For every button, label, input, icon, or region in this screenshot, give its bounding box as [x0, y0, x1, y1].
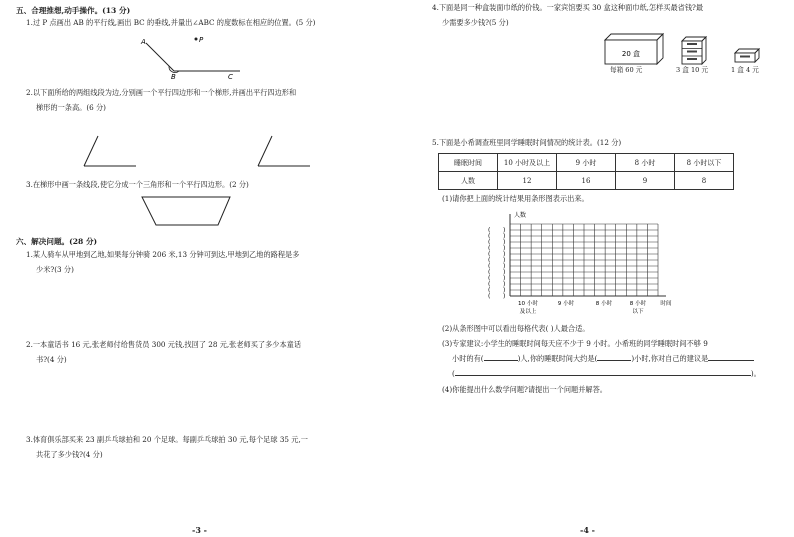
table-cell: 8 小时: [616, 154, 675, 172]
q4-line1: 4.下面是同一种盒装面巾纸的价钱。一家宾馆要买 30 盒这种面巾纸,怎样买最省钱?最: [432, 3, 704, 12]
table-cell: 8: [675, 172, 734, 190]
sub3-b2: )人,你的睡眠时间大约是(: [517, 354, 598, 363]
sub3-c1: (: [452, 369, 455, 378]
y-tick-blank[interactable]: (: [488, 263, 491, 270]
s6-q3-line1: 3.体育俱乐部买来 23 副乒乓球拍和 20 个足球。每副乒乓球拍 30 元,每个足球 35 元,一: [26, 435, 308, 444]
label-a: A: [141, 38, 146, 46]
label-c: C: [228, 73, 233, 81]
answer-blank[interactable]: [708, 351, 754, 361]
q5-text: 5.下面是小希调查班里同学睡眠时间情况的统计表。(12 分): [432, 138, 622, 147]
box-caption-2: 3 盒 10 元: [676, 66, 709, 74]
y-tick-blank-close: ): [503, 293, 506, 300]
y-tick-blank[interactable]: (: [488, 251, 491, 258]
y-tick-blank[interactable]: (: [488, 293, 491, 300]
trapezoid-figure: [138, 193, 234, 229]
y-tick-blank-close: ): [503, 245, 506, 252]
x-label-9h: 9 小时: [557, 301, 575, 307]
box-caption-3: 1 盒 4 元: [731, 66, 759, 74]
tissue-box-large: [603, 32, 665, 66]
y-tick-blank-close: ): [503, 251, 506, 258]
table-cell: 12: [498, 172, 557, 190]
table-cell: 睡眠时间: [439, 154, 498, 172]
y-tick-blank-close: ): [503, 263, 506, 270]
s6-q1-line1: 1.某人骑车从甲地到乙地,如果每分钟骑 206 米,13 分钟可到达,甲地到乙地的路程是多: [26, 250, 300, 259]
y-tick-blank[interactable]: (: [488, 281, 491, 288]
sleep-table: [438, 153, 734, 190]
answer-blank[interactable]: [597, 351, 631, 361]
table-cell: 16: [557, 172, 616, 190]
table-cell: 10 小时及以上: [498, 154, 557, 172]
sub3-c2: )。: [750, 369, 761, 378]
answer-blank[interactable]: [455, 366, 751, 376]
table-cell: 人数: [439, 172, 498, 190]
angle-figure: [138, 35, 278, 85]
section5-title: 五、合理推想,动手操作。(13 分): [16, 6, 131, 15]
y-tick-blank-close: ): [503, 257, 506, 264]
sub3-line-b: [452, 351, 754, 367]
y-tick-blank[interactable]: (: [488, 257, 491, 264]
s5-q3-text: 3.在梯形中画一条线段,使它分成一个三角形和一个平行四边形。(2 分): [26, 180, 249, 189]
box-label: 20 盒: [621, 50, 641, 58]
y-tick-blank[interactable]: (: [488, 275, 491, 282]
s6-q2-line2: 书?(4 分): [36, 355, 67, 364]
y-tick-blank[interactable]: (: [488, 287, 491, 294]
segment-pair-2: [252, 132, 322, 172]
y-tick-blank-close: ): [503, 227, 506, 234]
y-tick-blank-close: ): [503, 239, 506, 246]
x-label-under-8h: 8 小时: [629, 301, 647, 307]
y-tick-blank[interactable]: (: [488, 227, 491, 234]
y-tick-blank[interactable]: (: [488, 245, 491, 252]
x-label-under-8h-sub: 以下: [632, 309, 644, 315]
table-row: [439, 154, 734, 172]
chart-ylabel: 人数: [514, 212, 527, 219]
page-number-right: -4 -: [580, 525, 595, 535]
page-number-left: -3 -: [192, 525, 207, 535]
table-cell: 9: [616, 172, 675, 190]
sub3-b3: )小时,你对自己的建议是: [631, 354, 709, 363]
section6-title: 六、解决问题。(28 分): [16, 237, 98, 246]
sub3-line-c: [452, 366, 761, 382]
q4-line2: 少需要多少钱?(5 分): [442, 18, 509, 27]
x-label-10h-sub: 及以上: [519, 309, 537, 315]
y-tick-blank[interactable]: (: [488, 239, 491, 246]
y-tick-blank-close: ): [503, 233, 506, 240]
y-tick-blank-close: ): [503, 269, 506, 276]
sub3-b1: 小时的有(: [452, 354, 484, 363]
table-row: [439, 172, 734, 190]
table-cell: 9 小时: [557, 154, 616, 172]
label-p: P: [199, 36, 204, 44]
s5-q2-line1: 2.以下面所给的两组线段为边,分别画一个平行四边形和一个梯形,并画出平行四边形和: [26, 88, 297, 97]
segment-pair-1: [78, 132, 148, 172]
empty-bar-chart-grid: [476, 208, 676, 320]
y-tick-blank[interactable]: (: [488, 233, 491, 240]
sub1-text: (1)请你把上面的统计结果用条形图表示出来。: [442, 194, 589, 203]
s5-q1-text: 1.过 P 点画出 AB 的平行线,画出 BC 的垂线,并量出∠ABC 的度数标在相应的位置。(5 分): [26, 18, 316, 27]
answer-blank[interactable]: [484, 351, 518, 361]
table-cell: 8 小时以下: [675, 154, 734, 172]
x-label-8h: 8 小时: [595, 301, 613, 307]
sub3-line-a: (3)专家建议:小学生的睡眠时间每天应不少于 9 小时。小希班的同学睡眠时间不够 9: [442, 339, 708, 348]
s6-q2-line1: 2.一本童话书 16 元,张老师付给售货员 300 元钱,找回了 28 元,张老师买了多少本童话: [26, 340, 302, 349]
s6-q1-line2: 少米?(3 分): [36, 265, 74, 274]
sub2-text: (2)从条形图中可以看出每格代表( )人最合适。: [442, 324, 590, 333]
s6-q3-line2: 共花了多少钱?(4 分): [36, 450, 103, 459]
y-tick-blank-close: ): [503, 287, 506, 294]
label-b: B: [171, 73, 176, 81]
box-caption-1: 每箱 60 元: [610, 66, 643, 74]
x-label-10h: 10 小时: [517, 301, 539, 307]
s5-q2-line2: 梯形的一条高。(6 分): [36, 103, 106, 112]
sub4-text: (4)你能提出什么数学问题?请提出一个问题并解答。: [442, 385, 607, 394]
y-tick-blank-close: ): [503, 275, 506, 282]
x-label-time: 时间: [660, 301, 672, 307]
y-tick-blank-close: ): [503, 281, 506, 288]
y-tick-blank[interactable]: (: [488, 269, 491, 276]
